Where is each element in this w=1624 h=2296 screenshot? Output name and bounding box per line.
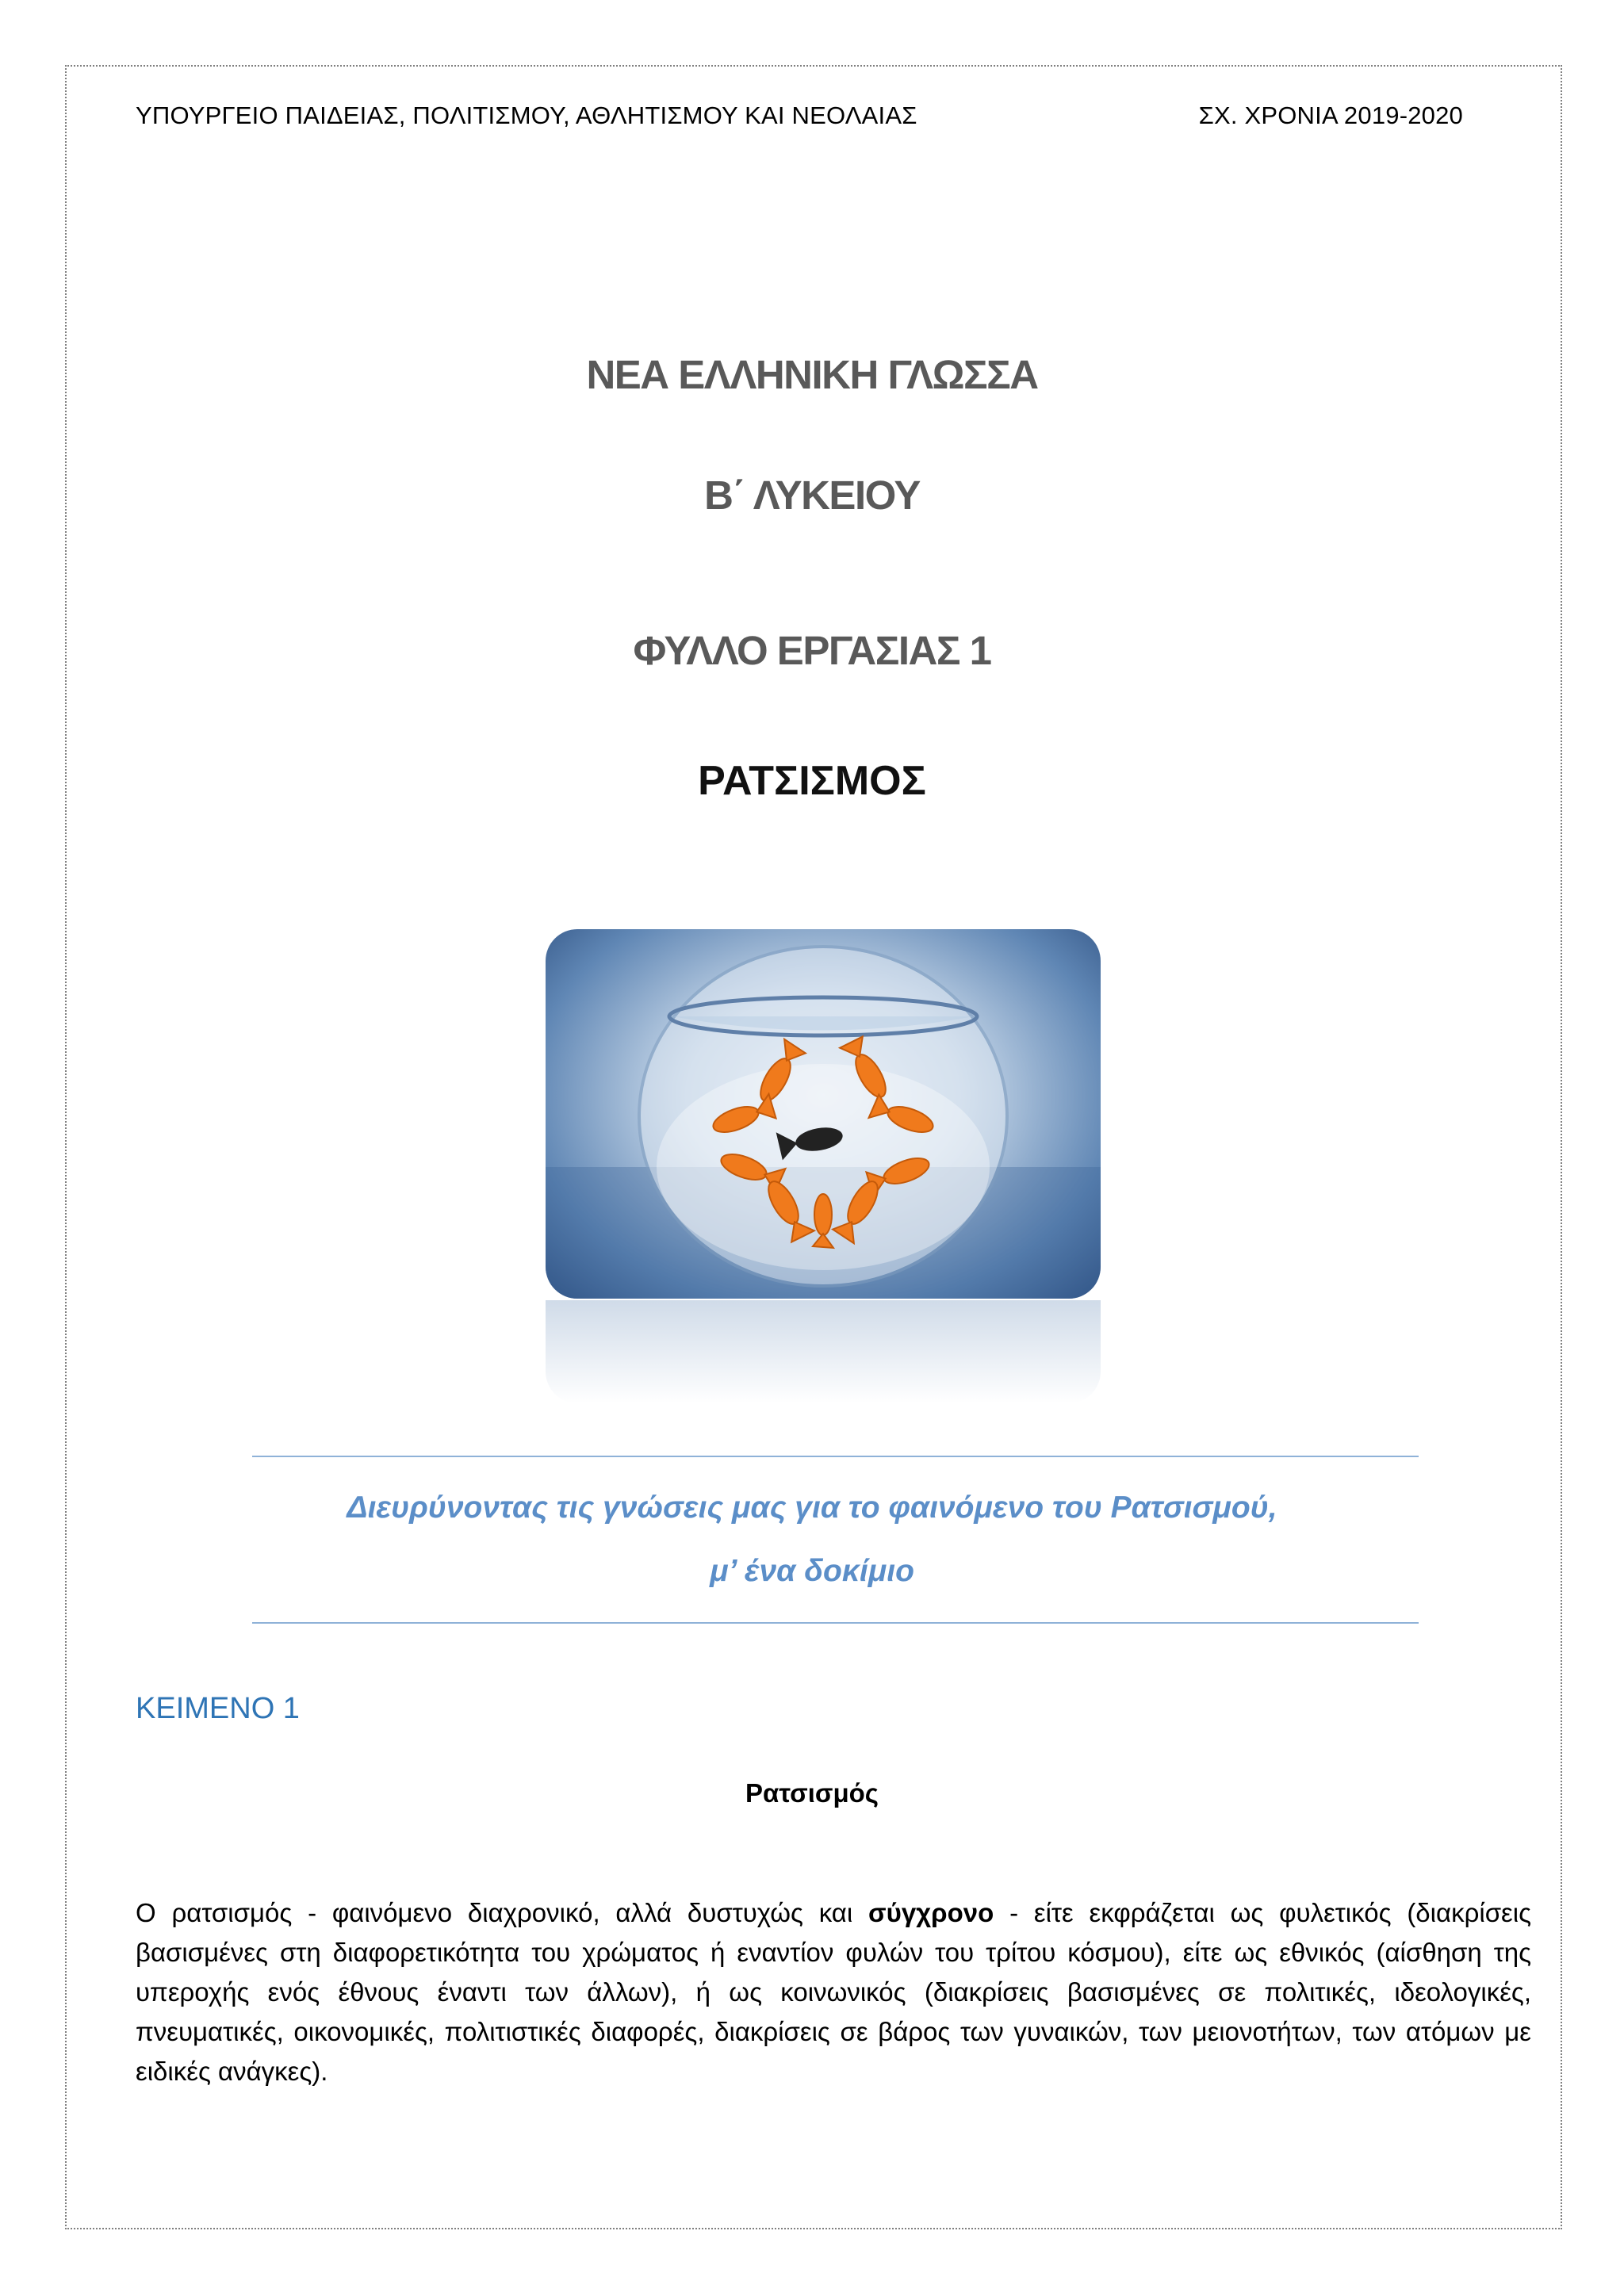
- header-school-year: ΣΧ. ΧΡΟΝΙΑ 2019-2020: [1198, 101, 1463, 129]
- fishbowl-reflection: [546, 1300, 1101, 1403]
- paragraph-text-start: Ο ρατσισμός - φαινόμενο διαχρονικό, αλλά δυστυχώς και: [136, 1898, 869, 1927]
- grade-title: Β΄ ΛΥΚΕΙΟΥ: [704, 473, 920, 518]
- divider-top: [252, 1456, 1419, 1457]
- subtitle-line-1: Διευρύνοντας τις γνώσεις μας για το φαινόμενο του Ρατσισμού,: [347, 1490, 1277, 1525]
- header-ministry: ΥΠΟΥΡΓΕΙΟ ΠΑΙΔΕΙΑΣ, ΠΟΛΙΤΙΣΜΟΥ, ΑΘΛΗΤΙΣΜΟΥ ΚΑΙ ΝΕΟΛΑΙΑΣ: [136, 101, 917, 129]
- section-heading: ΚΕΙΜΕΝΟ 1: [136, 1692, 300, 1725]
- subject-title: ΝΕΑ ΕΛΛΗΝΙΚΗ ΓΛΩΣΣΑ: [586, 352, 1038, 397]
- paragraph-text-end: - είτε εκφράζεται ως φυλετικός (διακρίσεις βασισμένες στη διαφορετικότητα του χρώματος ή εναντίον φυλών του τρίτου κόσμου), είτε ως εθνικός (αίσθηση της υπεροχής ενός έθνους έναντι των άλλων), ή ως κοινωνικός (διακρίσεις βασισμένες σε πολιτικές, ιδεολογικές, πνευματικές, οικονομικές, πολιτιστικές διαφορές, διακρίσεις σε βάρος των γυναικών, των μειονοτήτων, των ατόμων με ειδικές ανάγκες).: [136, 1898, 1532, 2086]
- worksheet-title: ΦΥΛΛΟ ΕΡΓΑΣΙΑΣ 1: [633, 628, 991, 673]
- divider-bottom: [252, 1622, 1419, 1624]
- subtitle-line-2: μ’ ένα δοκίμιο: [710, 1554, 914, 1588]
- paragraph-bold-word: σύγχρονο: [868, 1898, 994, 1927]
- fishbowl-illustration: [546, 929, 1101, 1299]
- text-title: Ρατσισμός: [745, 1778, 879, 1808]
- topic-title: ΡΑΤΣΙΣΜΟΣ: [698, 758, 926, 804]
- body-paragraph: [136, 1893, 1531, 2091]
